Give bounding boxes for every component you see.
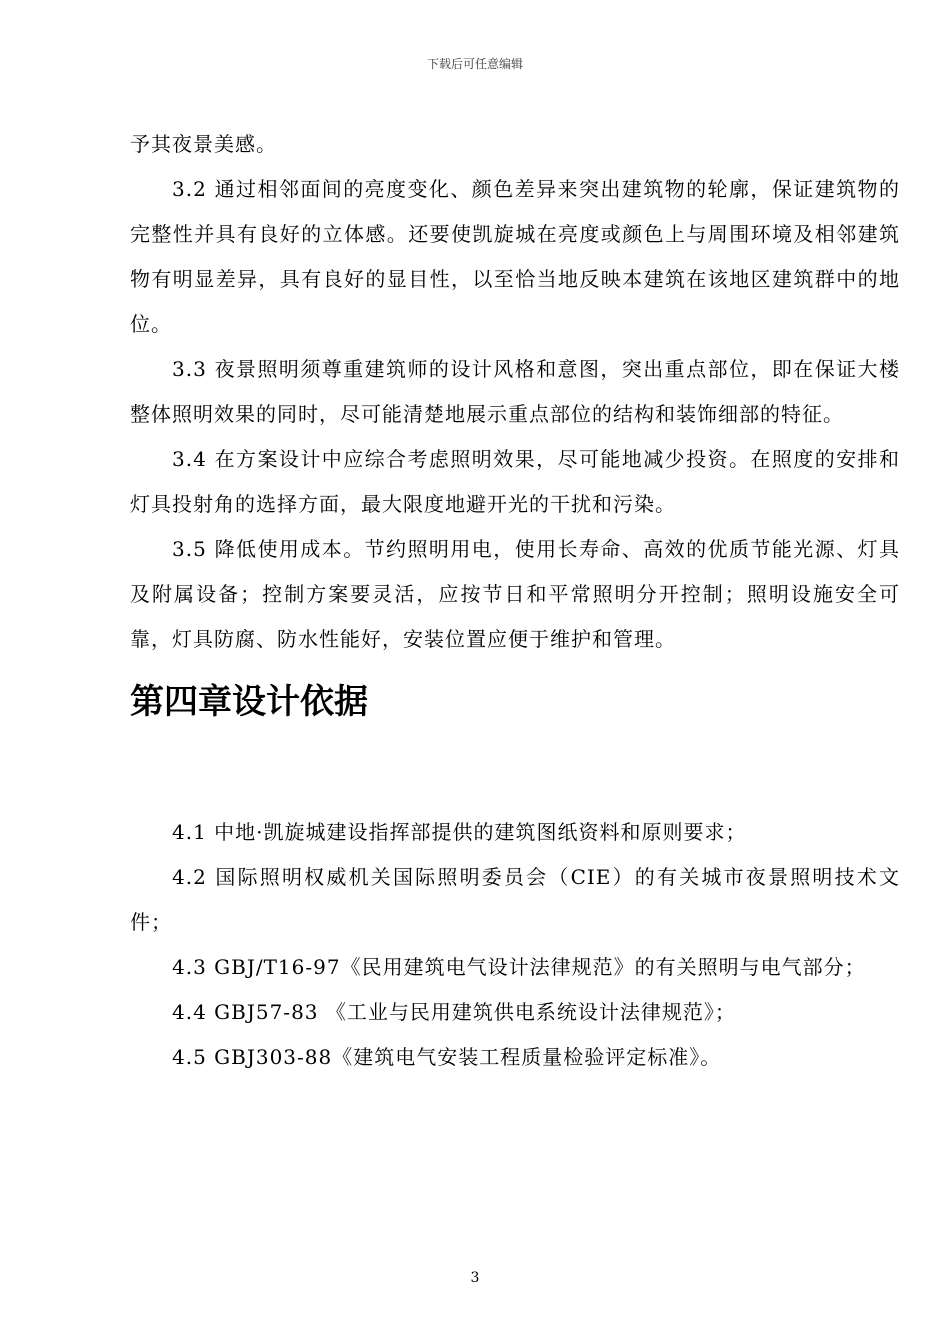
paragraph-3-5: 3.5 降低使用成本。节约照明用电，使用长寿命、高效的优质节能光源、灯具及附属设备；控制方案要灵活，应按节日和平常照明分开控制；照明设施安全可靠，灯具防腐、防水性能好，安装位置应便于维护和管理。: [130, 537, 900, 651]
document-body: [130, 122, 900, 1080]
paragraph-continuation: 予其夜景美感。: [130, 132, 277, 156]
paragraph-3-3: 3.3 夜景照明须尊重建筑师的设计风格和意图，突出重点部位，即在保证大楼整体照明效果的同时，尽可能清楚地展示重点部位的结构和装饰细部的特征。: [130, 357, 900, 426]
page-number: 3: [470, 1270, 480, 1286]
list-item-4-1: 4.1 中地·凯旋城建设指挥部提供的建筑图纸资料和原则要求；: [172, 820, 747, 844]
section-spacer: [130, 724, 900, 810]
list-item-4-4: 4.4 GBJ57-83 《工业与民用建筑供电系统设计法律规范》；: [172, 1000, 736, 1024]
paragraph-3-4: 3.4 在方案设计中应综合考虑照明效果，尽可能地减少投资。在照度的安排和灯具投射角的选择方面，最大限度地避开光的干扰和污染。: [130, 447, 900, 516]
list-item-4-2: 4.2 国际照明权威机关国际照明委员会（CIE）的有关城市夜景照明技术文件；: [130, 865, 900, 934]
list-item-4-3: 4.3 GBJ/T16-97《民用建筑电气设计法律规范》的有关照明与电气部分；: [172, 955, 866, 979]
paragraph-3-2: 3.2 通过相邻面间的亮度变化、颜色差异来突出建筑物的轮廓，保证建筑物的完整性并具有良好的立体感。还要使凯旋城在亮度或颜色上与周围环境及相邻建筑物有明显差异，具有良好的显目性，以至恰当地反映本建筑在该地区建筑群中的地位。: [130, 177, 900, 336]
chapter-heading: 第四章设计依据: [130, 682, 368, 722]
list-item-4-5: 4.5 GBJ303-88《建筑电气安装工程质量检验评定标准》。: [172, 1045, 722, 1069]
page-header: 下载后可任意编辑: [426, 57, 523, 71]
